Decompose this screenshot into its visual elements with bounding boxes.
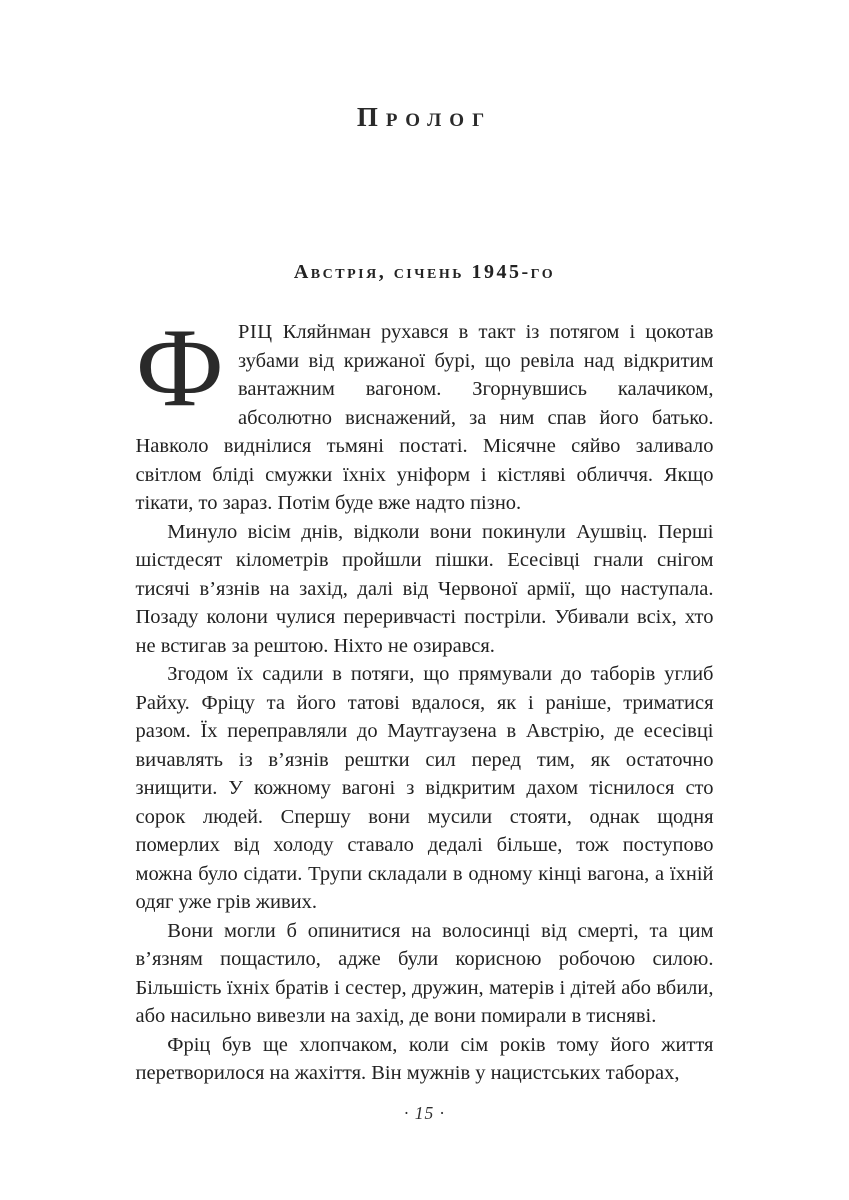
paragraph-opening [135, 306, 714, 518]
paragraph-opening-text: Кляйнман рухався в такт із потягом і цокотав зубами від крижаної бурі, що ревіла над відкритим вантажним вагоном. Згорнувшись калачиком, абсолютно виснажений, за ним спав його батько. Навколо виднілися тьмяні постаті. Місячне сяйво заливало світлом бліді смужки їхніх уніформ і кістляві обличчя. Якщо тікати, то зараз. Потім буде вже надто пізно. [135, 321, 714, 514]
drop-cap: Ф [135, 306, 224, 430]
body-text [136, 284, 714, 1088]
chapter-title: Пролог [356, 102, 493, 132]
page-number: · 15 · [404, 1103, 445, 1123]
paragraph: Вони могли б опинитися на волосинці від смерті, та цим в’язням пощастило, адже були корисною робочою силою. Більшість їхніх братів і сестер, дружин, матерів і дітей або вбили, або насильно вивезли на захід, де вони помирали в тисняві. [135, 919, 714, 1027]
lead-capitals: РІЦ [237, 321, 273, 343]
paragraph: Згодом їх садили в потяги, що прямували до таборів углиб Райху. Фріцу та його татові вдалося, як і раніше, триматися разом. Їх переправляли до Маутгаузена в Австрію, де есесівці вичавлять із в’язнів рештки сил перед тим, як остаточно знищити. У кожному вагоні з відкритим дахом тіснилося сто сорок людей. Спершу вони мусили стояти, однак щодня померлих від холоду ставало дедалі більше, тож поступово можна було сідати. Трупи складали в одному кінці вагона, а їхній одяг уже грів живих. [135, 663, 714, 913]
paragraph: Фріц був ще хлопчаком, коли сім років тому його життя перетворилося на жахіття. Він мужнів у нацистських таборах, [135, 1033, 714, 1084]
section-heading: Австрія, січень 1945-го [293, 261, 556, 283]
paragraph: Минуло вісім днів, відколи вони покинули Аушвіц. Перші шістдесят кілометрів пройшли пішки. Есесівці гнали снігом тисячі в’язнів на захід, далі від Червоної армії, що наступала. Позаду колони чулися переривчасті постріли. Убивали всіх, хто не встигав за рештою. Ніхто не озирався. [135, 520, 714, 657]
